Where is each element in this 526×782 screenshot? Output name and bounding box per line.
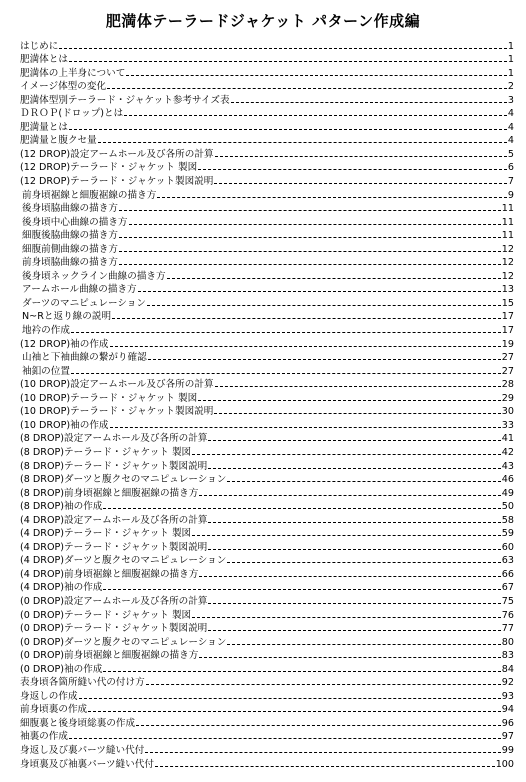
toc-entry-label: (4 DROP)テーラード・ジャケット製図説明 (20, 541, 208, 553)
toc-entry-label: 山袖と下袖曲線の繋がり確認 (22, 352, 147, 364)
toc-entry-page-number: 41 (501, 433, 514, 445)
toc-entry (20, 444, 514, 458)
document-title: 肥満体テーラードジャケット パターン作成編 (105, 12, 421, 30)
toc-entry-label: 肥満量と腹クセ量 (20, 135, 97, 147)
toc-leader-line (231, 102, 507, 103)
toc-leader-line (119, 264, 501, 265)
toc-entry-page-number: 99 (501, 744, 514, 756)
toc-entry-label: 身返しの作成 (20, 690, 78, 702)
toc-entry (20, 336, 514, 350)
toc-entry-label: (0 DROP)テーラード・ジャケット製図説明 (20, 623, 208, 635)
toc-entry-page-number: 7 (507, 176, 514, 188)
toc-entry (20, 742, 514, 756)
toc-entry-page-number: 77 (501, 623, 514, 635)
toc-entry (20, 607, 514, 621)
toc-leader-line (103, 589, 500, 590)
toc-entry (20, 648, 514, 662)
toc-entry-label: (4 DROP)設定アームホール及び各所の計算 (20, 514, 208, 526)
toc-entry (20, 160, 514, 174)
toc-leader-line (88, 711, 501, 712)
toc-entry (20, 52, 514, 66)
toc-entry-label: (10 DROP)設定アームホール及び各所の計算 (20, 379, 214, 391)
toc-entry-page-number: 84 (501, 663, 514, 675)
toc-entry (20, 295, 514, 309)
toc-entry-label: (0 DROP)テーラード・ジャケット 製図 (20, 609, 192, 621)
toc-entry-label: ＤＲＯＰ(ドロップ)とは (20, 108, 124, 120)
toc-entry-label: (8 DROP)ダーツと腹クセのマニピュレーション (20, 474, 227, 486)
toc-entry-label: 肥満体とは (20, 54, 68, 66)
toc-entry-label: 細腹後脇曲線の描き方 (22, 230, 118, 242)
toc-leader-line (227, 481, 500, 482)
toc-entry-page-number: 3 (507, 94, 514, 106)
toc-entry-label: (0 DROP)ダーツと腹クセのマニピュレーション (20, 636, 227, 648)
toc-entry-page-number: 4 (507, 121, 514, 133)
toc-leader-line (199, 495, 500, 496)
toc-entry-page-number: 11 (501, 203, 514, 215)
toc-entry (20, 38, 514, 52)
toc-entry-page-number: 12 (501, 257, 514, 269)
toc-entry-page-number: 19 (501, 338, 514, 350)
toc-entry (20, 688, 514, 702)
toc-leader-line (107, 88, 507, 89)
toc-leader-line (208, 440, 500, 441)
toc-entry-page-number: 60 (501, 541, 514, 553)
toc-entry-page-number: 12 (501, 243, 514, 255)
toc-leader-line (69, 738, 501, 739)
toc-leader-line (208, 630, 501, 631)
toc-leader-line (138, 291, 501, 292)
toc-leader-line (192, 454, 501, 455)
toc-entry-page-number: 67 (501, 582, 514, 594)
toc-entry-label: (10 DROP)テーラード・ジャケット 製図 (20, 392, 198, 404)
toc-entry (20, 146, 514, 160)
toc-entry (20, 350, 514, 364)
toc-entry (20, 187, 514, 201)
toc-leader-line (148, 359, 501, 360)
toc-entry (20, 309, 514, 323)
toc-leader-line (119, 237, 501, 238)
toc-entry (20, 201, 514, 215)
toc-leader-line (192, 535, 501, 536)
toc-entry-page-number: 29 (501, 392, 514, 404)
toc-entry-label: 袖裏の作成 (20, 731, 68, 743)
toc-entry (20, 282, 514, 296)
toc-entry-page-number: 5 (507, 148, 514, 160)
toc-entry-label: (12 DROP)テーラード・ジャケット 製図 (20, 162, 198, 174)
toc-entry-label: (10 DROP)テーラード・ジャケット製図説明 (20, 406, 214, 418)
toc-entry-label: (8 DROP)テーラード・ジャケット製図説明 (20, 460, 208, 472)
toc-entry-page-number: 97 (501, 731, 514, 743)
toc-leader-line (59, 48, 507, 49)
toc-entry-label: 肥満体の上半身について (20, 67, 126, 79)
toc-entry-label: (0 DROP)設定アームホール及び各所の計算 (20, 595, 208, 607)
toc-leader-line (192, 617, 501, 618)
toc-entry-page-number: 1 (507, 54, 514, 66)
toc-leader-line (129, 224, 501, 225)
toc-leader-line (119, 210, 501, 211)
toc-entry-page-number: 92 (501, 677, 514, 689)
toc-entry (20, 79, 514, 93)
toc-leader-line (208, 522, 500, 523)
toc-entry-page-number: 63 (501, 555, 514, 567)
toc-entry-label: (0 DROP)前身頃裾線と細腹裾線の描き方 (20, 650, 199, 662)
toc-entry (20, 566, 514, 580)
toc-entry-label: (4 DROP)テーラード・ジャケット 製図 (20, 528, 192, 540)
toc-entry-label: (10 DROP)袖の作成 (20, 419, 109, 431)
toc-entry (20, 729, 514, 743)
toc-entry (20, 268, 514, 282)
toc-entry-page-number: 75 (501, 595, 514, 607)
toc-leader-line (112, 318, 501, 319)
toc-entry (20, 675, 514, 689)
toc-entry-label: (12 DROP)袖の作成 (20, 338, 109, 350)
toc-leader-line (227, 644, 500, 645)
toc-entry (20, 593, 514, 607)
toc-entry (20, 702, 514, 716)
toc-entry-page-number: 46 (501, 474, 514, 486)
toc-entry (20, 119, 514, 133)
toc-entry-label: ダーツのマニピュレーション (22, 297, 146, 309)
toc-entry-page-number: 30 (501, 406, 514, 418)
toc-entry-label: (0 DROP)袖の作成 (20, 663, 103, 675)
toc-entry-page-number: 66 (501, 568, 514, 580)
toc-leader-line (69, 61, 507, 62)
toc-entry-page-number: 42 (501, 446, 514, 458)
toc-entry (20, 106, 514, 120)
toc-leader-line (136, 725, 501, 726)
toc-leader-line (214, 183, 507, 184)
toc-entry-label: 身頃裏及び袖裏パーツ縫い代付 (20, 758, 154, 770)
toc-entry (20, 390, 514, 404)
toc-leader-line (208, 603, 500, 604)
toc-entry-page-number: 59 (501, 528, 514, 540)
toc-entry (20, 65, 514, 79)
toc-entry-page-number: 94 (501, 704, 514, 716)
toc-entry-label: 前身頃裾線と細腹裾線の描き方 (22, 189, 157, 201)
toc-leader-line (199, 576, 500, 577)
toc-leader-line (145, 752, 500, 753)
toc-leader-line (167, 278, 501, 279)
toc-leader-line (208, 468, 501, 469)
toc-entry (20, 255, 514, 269)
toc-entry (20, 241, 514, 255)
toc-entry (20, 756, 514, 770)
toc-entry-page-number: 17 (501, 311, 514, 323)
toc-leader-line (103, 671, 500, 672)
toc-entry-page-number: 13 (501, 284, 514, 296)
toc-entry (20, 322, 514, 336)
toc-entry (20, 431, 514, 445)
toc-leader-line (157, 197, 507, 198)
toc-entry-label: (4 DROP)前身頃裾線と細腹裾線の描き方 (20, 568, 199, 580)
toc-leader-line (124, 115, 507, 116)
toc-entry-page-number: 6 (507, 162, 514, 174)
toc-entry (20, 634, 514, 648)
toc-entry-page-number: 1 (507, 40, 514, 52)
toc-entry-page-number: 17 (501, 325, 514, 337)
toc-leader-line (69, 129, 507, 130)
toc-entry (20, 621, 514, 635)
toc-entry-label: 表身頃各箇所縫い代の付け方 (20, 677, 145, 689)
toc-entry (20, 539, 514, 553)
toc-entry-label: 身返し及び裏パーツ縫い代付 (20, 744, 145, 756)
toc-leader-line (98, 142, 507, 143)
toc-entry-page-number: 83 (501, 650, 514, 662)
toc-leader-line (103, 508, 500, 509)
toc-entry (20, 580, 514, 594)
toc-entry (20, 715, 514, 729)
toc-entry-page-number: 100 (495, 758, 514, 770)
toc-entry-label: (8 DROP)テーラード・ジャケット 製図 (20, 446, 192, 458)
toc-entry-label: イメージ体型の変化 (20, 81, 107, 93)
toc-entry-page-number: 12 (501, 270, 514, 282)
toc-leader-line (215, 156, 507, 157)
toc-leader-line (119, 251, 501, 252)
toc-entry-label: アームホール曲線の描き方 (22, 284, 137, 296)
toc-entry (20, 417, 514, 431)
toc-leader-line (198, 400, 501, 401)
toc-entry-page-number: 27 (501, 352, 514, 364)
toc-entry-label: 細腹前側曲線の描き方 (22, 243, 118, 255)
toc-leader-line (198, 169, 507, 170)
toc-entry-page-number: 76 (501, 609, 514, 621)
toc-entry-page-number: 58 (501, 514, 514, 526)
toc-entry-page-number: 93 (501, 690, 514, 702)
toc-entry (20, 499, 514, 513)
toc-entry-page-number: 27 (501, 365, 514, 377)
toc-entry-label: 地衿の作成 (22, 325, 70, 337)
toc-leader-line (208, 549, 501, 550)
toc-entry-label: 肥満体型別テーラード・ジャケット参考サイズ表 (20, 94, 230, 106)
toc-entry (20, 377, 514, 391)
toc-entry-page-number: 11 (501, 230, 514, 242)
toc-entry (20, 173, 514, 187)
toc-entry-label: 前身頃裏の作成 (20, 704, 88, 716)
toc-entry (20, 214, 514, 228)
toc-entry-page-number: 96 (501, 717, 514, 729)
toc-leader-line (71, 373, 501, 374)
toc-entry-label: (8 DROP)設定アームホール及び各所の計算 (20, 433, 208, 445)
table-of-contents (20, 38, 514, 770)
toc-entry (20, 661, 514, 675)
toc-entry (20, 92, 514, 106)
toc-entry-page-number: 4 (507, 135, 514, 147)
toc-entry-label: 細腹裏と後身頃総裏の作成 (20, 717, 136, 729)
toc-leader-line (214, 413, 500, 414)
toc-leader-line (155, 766, 495, 767)
toc-entry (20, 485, 514, 499)
toc-entry-label: 後身頃脇曲線の描き方 (22, 203, 118, 215)
toc-entry-label: 袖釦の位置 (22, 365, 70, 377)
toc-entry (20, 363, 514, 377)
toc-entry-page-number: 33 (501, 419, 514, 431)
toc-entry-page-number: 49 (501, 487, 514, 499)
toc-leader-line (227, 562, 500, 563)
toc-entry (20, 512, 514, 526)
toc-leader-line (126, 75, 507, 76)
toc-leader-line (146, 684, 501, 685)
toc-entry-page-number: 80 (501, 636, 514, 648)
toc-entry-label: (12 DROP)テーラード・ジャケット製図説明 (20, 176, 214, 188)
toc-entry-page-number: 4 (507, 108, 514, 120)
toc-leader-line (110, 346, 501, 347)
toc-entry-label: (8 DROP)前身頃裾線と細腹裾線の描き方 (20, 487, 199, 499)
toc-entry-label: 前身頃脇曲線の描き方 (22, 257, 118, 269)
toc-entry-page-number: 43 (501, 460, 514, 472)
toc-entry (20, 526, 514, 540)
toc-entry-label: はじめに (20, 40, 59, 52)
toc-entry-label: (4 DROP)ダーツと腹クセのマニピュレーション (20, 555, 227, 567)
toc-entry-label: N~Rと返り線の説明 (22, 311, 112, 323)
toc-leader-line (110, 427, 501, 428)
toc-leader-line (147, 305, 501, 306)
toc-entry-page-number: 15 (501, 297, 514, 309)
toc-leader-line (199, 657, 500, 658)
toc-leader-line (215, 386, 501, 387)
toc-entry-label: (8 DROP)袖の作成 (20, 501, 103, 513)
toc-entry (20, 458, 514, 472)
toc-entry-page-number: 11 (501, 216, 514, 228)
toc-entry-label: 肥満量とは (20, 121, 68, 133)
toc-entry (20, 553, 514, 567)
toc-entry-label: (4 DROP)袖の作成 (20, 582, 103, 594)
toc-entry (20, 404, 514, 418)
toc-entry-page-number: 50 (501, 501, 514, 513)
toc-leader-line (71, 332, 501, 333)
toc-entry (20, 472, 514, 486)
toc-entry-page-number: 9 (507, 189, 514, 201)
toc-entry-label: (12 DROP)設定アームホール及び各所の計算 (20, 148, 214, 160)
toc-entry (20, 228, 514, 242)
toc-entry-page-number: 28 (501, 379, 514, 391)
toc-entry-label: 後身頃中心曲線の描き方 (22, 216, 128, 228)
toc-entry (20, 133, 514, 147)
toc-leader-line (79, 698, 501, 699)
toc-entry-page-number: 2 (507, 81, 514, 93)
toc-entry-label: 後身頃ネックライン曲線の描き方 (22, 270, 166, 282)
toc-entry-page-number: 1 (507, 67, 514, 79)
